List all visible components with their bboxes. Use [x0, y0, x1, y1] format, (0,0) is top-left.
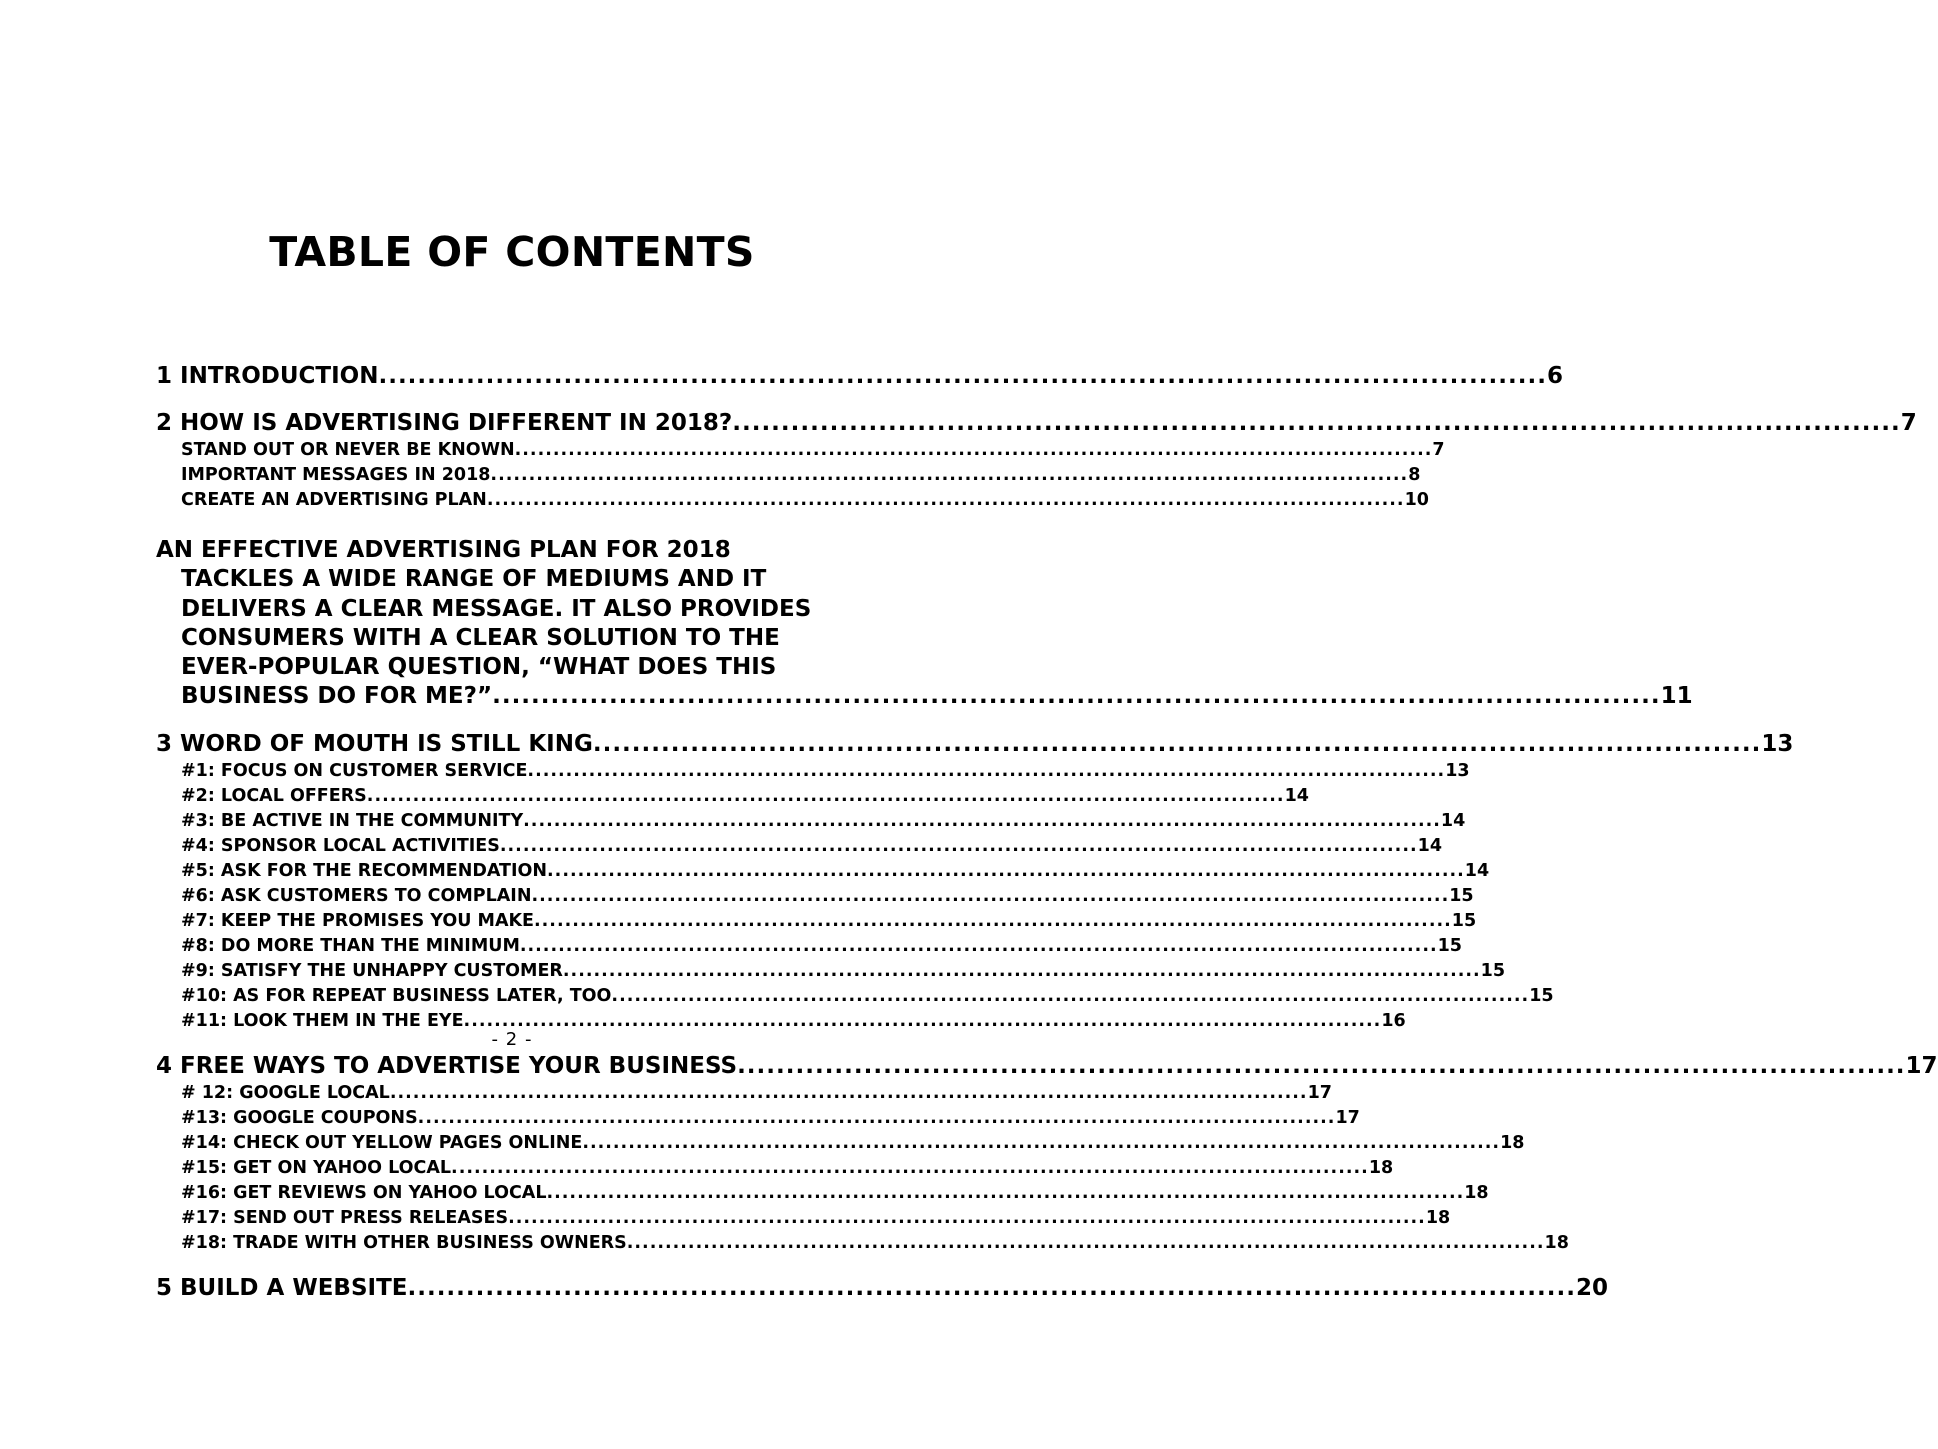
toc-subentry-label: #13: GOOGLE COUPONS	[181, 1107, 418, 1128]
toc-entry-label: 2 HOW IS ADVERTISING DIFFERENT IN 2018?	[156, 410, 733, 436]
dot-leader: ........................................................................................................................	[378, 363, 1547, 389]
toc-page-number: 14	[1417, 835, 1442, 856]
toc-entry-introduction[interactable]	[156, 362, 1563, 391]
toc-subentry[interactable]	[181, 1156, 1394, 1181]
dot-leader: ........................................................................................................................	[531, 885, 1450, 906]
toc-subentry-label: #17: SEND OUT PRESS RELEASES	[181, 1207, 509, 1228]
dot-leader: ........................................................................................................................	[366, 785, 1285, 806]
dot-leader: ........................................................................................................................	[451, 1157, 1369, 1178]
toc-page-number: 18	[1544, 1232, 1569, 1253]
toc-page-number: 18	[1464, 1182, 1489, 1203]
toc-page-number: 8	[1408, 465, 1421, 485]
toc-page-number: 7	[1900, 410, 1917, 436]
toc-subentry-label: STAND OUT OR NEVER BE KNOWN	[181, 440, 515, 460]
toc-subentry[interactable]	[181, 934, 1462, 959]
toc-subentry-label: #15: GET ON YAHOO LOCAL	[181, 1157, 452, 1178]
dot-leader: ........................................................................................................................	[492, 683, 1661, 710]
toc-page-number: 11	[1660, 683, 1693, 710]
toc-subentry-label: #2: LOCAL OFFERS	[181, 785, 367, 806]
dot-leader: ........................................................................................................................	[626, 1232, 1545, 1253]
toc-entry-label: 1 INTRODUCTION	[156, 363, 379, 389]
dot-leader: ........................................................................................................................	[534, 910, 1452, 931]
toc-subentry[interactable]	[181, 1181, 1489, 1206]
toc-subentry-label: #18: TRADE WITH OTHER BUSINESS OWNERS	[181, 1232, 627, 1253]
toc-subentry[interactable]	[181, 1106, 1360, 1131]
toc-page-number: 14	[1464, 860, 1490, 881]
toc-page-number: 15	[1449, 885, 1474, 906]
dot-leader: ........................................................................................................................	[732, 410, 1901, 436]
toc-subentry-label: #3: BE ACTIVE IN THE COMMUNITY	[181, 810, 524, 831]
toc-entry-label: 4 FREE WAYS TO ADVERTISE YOUR BUSINESS	[156, 1052, 738, 1079]
toc-subentry-label: #5: ASK FOR THE RECOMMENDATION	[181, 860, 548, 881]
page-number-footer: - 2 -	[491, 1029, 533, 1050]
toc-page-number: 17	[1307, 1082, 1332, 1103]
toc-page-number: 10	[1404, 490, 1429, 510]
dot-leader: ........................................................................................................................	[527, 760, 1446, 781]
toc-entry-advertising-plan[interactable]	[156, 536, 1693, 712]
toc-entry-last-line	[156, 682, 1693, 711]
toc-page-number: 17	[1335, 1107, 1360, 1128]
dot-leader: ........................................................................................................................	[514, 440, 1433, 460]
dot-leader: ........................................................................................................................	[417, 1107, 1336, 1128]
toc-subentry-label: # 12: GOOGLE LOCAL	[181, 1082, 390, 1103]
toc-subentry-label: #1: FOCUS ON CUSTOMER SERVICE	[181, 760, 528, 781]
toc-subentry[interactable]	[181, 959, 1506, 984]
toc-subentry-label: #6: ASK CUSTOMERS TO COMPLAIN	[181, 885, 532, 906]
toc-page-number: 16	[1381, 1010, 1406, 1031]
toc-subentry[interactable]	[181, 1081, 1332, 1106]
dot-leader: ........................................................................................................................	[523, 810, 1441, 831]
toc-subentry-label: #11: LOOK THEM IN THE EYE	[181, 1010, 464, 1031]
toc-entry-line: AN EFFECTIVE ADVERTISING PLAN FOR 2018	[156, 537, 731, 563]
toc-subentry[interactable]	[181, 984, 1554, 1009]
dot-leader: ........................................................................................................................	[389, 1082, 1308, 1103]
toc-entry-line: TACKLES A WIDE RANGE OF MEDIUMS AND IT	[181, 566, 767, 593]
toc-subentry-label: #16: GET REVIEWS ON YAHOO LOCAL	[181, 1182, 547, 1203]
toc-subentry-label: #7: KEEP THE PROMISES YOU MAKE	[181, 910, 535, 931]
dot-leader: ........................................................................................................................	[499, 835, 1418, 856]
dot-leader: ........................................................................................................................	[508, 1207, 1426, 1228]
toc-subentry[interactable]	[181, 488, 1429, 513]
toc-subentry[interactable]	[181, 884, 1474, 909]
toc-entry-line: EVER-POPULAR QUESTION, “WHAT DOES THIS	[181, 654, 777, 681]
toc-page-number: 17	[1905, 1052, 1938, 1079]
toc-subentry[interactable]	[181, 759, 1470, 784]
toc-subentry-label: CREATE AN ADVERTISING PLAN	[181, 490, 487, 510]
toc-subentry[interactable]	[181, 1131, 1525, 1156]
dot-leader: ........................................................................................................................	[547, 860, 1465, 881]
dot-leader: ........................................................................................................................	[486, 490, 1405, 510]
toc-subentry[interactable]	[181, 1231, 1569, 1256]
dot-leader: ........................................................................................................................	[562, 960, 1481, 981]
dot-leader: ........................................................................................................................	[582, 1132, 1501, 1153]
dot-leader: ........................................................................................................................	[490, 465, 1409, 485]
toc-entry-label: 3 WORD OF MOUTH IS STILL KING	[156, 730, 593, 757]
toc-subentry[interactable]	[181, 809, 1466, 834]
toc-page-number: 15	[1529, 985, 1554, 1006]
toc-subentry-label: #9: SATISFY THE UNHAPPY CUSTOMER	[181, 960, 563, 981]
toc-subentry[interactable]	[181, 438, 1445, 463]
toc-subentry-label: #14: CHECK OUT YELLOW PAGES ONLINE	[181, 1132, 583, 1153]
toc-subentry[interactable]	[181, 463, 1421, 488]
toc-entry-line: BUSINESS DO FOR ME?”	[181, 683, 493, 710]
toc-entry-advertising-different[interactable]	[156, 409, 1917, 438]
toc-entry-line: DELIVERS A CLEAR MESSAGE. IT ALSO PROVIDES	[181, 595, 812, 622]
toc-subentry[interactable]	[181, 784, 1309, 809]
toc-entry-word-of-mouth[interactable]	[156, 730, 1794, 759]
toc-page-number: 14	[1284, 785, 1309, 806]
toc-page-number: 6	[1546, 363, 1563, 389]
dot-leader: ........................................................................................................................	[611, 985, 1530, 1006]
toc-entry-free-ways[interactable]	[156, 1052, 1938, 1081]
toc-page-number: 18	[1500, 1132, 1525, 1153]
dot-leader: ........................................................................................................................	[407, 1274, 1576, 1301]
dot-leader: ........................................................................................................................	[519, 935, 1438, 956]
dot-leader: ........................................................................................................................	[592, 730, 1762, 757]
toc-page-number: 13	[1445, 760, 1470, 781]
toc-subentry-label: #4: SPONSOR LOCAL ACTIVITIES	[181, 835, 500, 856]
toc-subentry-label: #8: DO MORE THAN THE MINIMUM	[181, 935, 520, 956]
toc-page-number: 13	[1761, 730, 1794, 757]
toc-page-number: 18	[1425, 1207, 1451, 1228]
dot-leader: ........................................................................................................................	[546, 1182, 1465, 1203]
toc-page-number: 14	[1440, 810, 1466, 831]
toc-page-number: 20	[1575, 1274, 1608, 1301]
toc-subentry[interactable]	[181, 834, 1442, 859]
dot-leader: ........................................................................................................................	[737, 1052, 1906, 1079]
toc-entry-build-website[interactable]	[156, 1274, 1608, 1303]
toc-subentry[interactable]	[181, 909, 1477, 934]
toc-page-number: 7	[1432, 440, 1445, 460]
toc-entry-label: 5 BUILD A WEBSITE	[156, 1274, 408, 1301]
toc-subentry[interactable]	[181, 859, 1490, 884]
dot-leader: ........................................................................................................................	[463, 1010, 1382, 1031]
toc-page-number: 18	[1368, 1157, 1394, 1178]
toc-entry-line: CONSUMERS WITH A CLEAR SOLUTION TO THE	[181, 624, 780, 651]
toc-subentry-label: #10: AS FOR REPEAT BUSINESS LATER, TOO	[181, 985, 612, 1006]
page-title: TABLE OF CONTENTS	[269, 228, 755, 276]
toc-subentry[interactable]	[181, 1206, 1451, 1231]
table-of-contents	[156, 362, 1938, 1303]
toc-page-number: 15	[1437, 935, 1462, 956]
toc-subentry-label: IMPORTANT MESSAGES IN 2018	[181, 465, 491, 485]
toc-page-number: 15	[1451, 910, 1477, 931]
toc-page-number: 15	[1480, 960, 1506, 981]
